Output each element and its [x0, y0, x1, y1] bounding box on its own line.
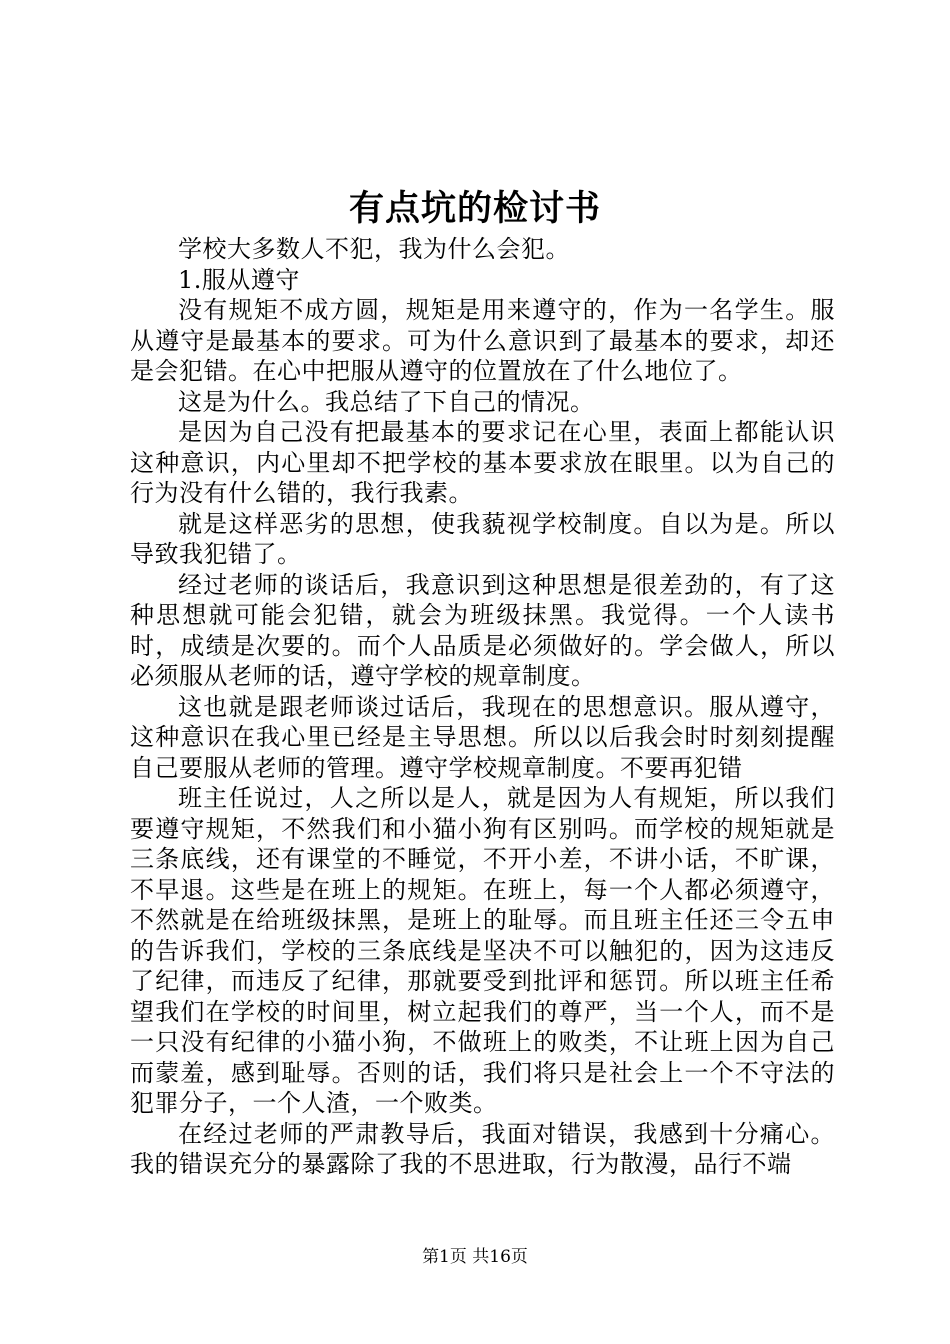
page-number-footer: 第1页 共16页: [422, 1247, 528, 1267]
paragraph: 这是为什么。我总结了下自己的情况。: [178, 387, 595, 416]
paragraph: 在经过老师的严肃教导后，我面对错误，我感到十分痛心。我的错误充分的暴露除了我的不思进取，行为散漫，品行不端: [130, 1119, 835, 1178]
section-heading: 1.服从遵守: [178, 265, 300, 294]
document-body: [130, 234, 835, 1180]
document-title: 有点坑的检讨书: [348, 188, 601, 229]
paragraph: 这也就是跟老师谈过话后，我现在的思想意识。服从遵守，这种意识在我心里已经是主导思想。所以以后我会时时刻刻提醒自己要服从老师的管理。遵守学校规章制度。不要再犯错: [130, 692, 835, 782]
paragraph: 是因为自己没有把最基本的要求记在心里，表面上都能认识这种意识，内心里却不把学校的基本要求放在眼里。以为自己的行为没有什么错的，我行我素。: [130, 418, 835, 507]
paragraph: 经过老师的谈话后，我意识到这种思想是很差劲的，有了这种思想就可能会犯错，就会为班级抹黑。我觉得。一个人读书时，成绩是次要的。而个人品质是必须做好的。学会做人，所以必须服从老师的话，遵守学校的规章制度。: [130, 570, 835, 690]
paragraph: 学校大多数人不犯，我为什么会犯。: [178, 235, 570, 263]
paragraph: 没有规矩不成方圆，规矩是用来遵守的，作为一名学生。服从遵守是最基本的要求。可为什么意识到了最基本的要求，却还是会犯错。在心中把服从遵守的位置放在了什么地位了。: [130, 296, 835, 385]
paragraph: 班主任说过，人之所以是人，就是因为人有规矩，所以我们要遵守规矩，不然我们和小猫小狗有区别吗。而学校的规矩就是三条底线，还有课堂的不睡觉，不开小差，不讲小话，不旷课，不早退。这些是在班上的规矩。在班上，每一个人都必须遵守，不然就是在给班级抹黑，是班上的耻辱。而且班主任还三令五申的告诉我们，学校的三条底线是坚决不可以触犯的，因为这违反了纪律，而违反了纪律，那就要受到批评和惩罚。所以班主任希望我们在学校的时间里，树立起我们的尊严，当一个人，而不是一只没有纪律的小猫小狗，不做班上的败类，不让班上因为自己而蒙羞，感到耻辱。否则的话，我们将只是社会上一个不守法的犯罪分子，一个人渣，一个败类。: [130, 784, 835, 1117]
paragraph: 就是这样恶劣的思想，使我藐视学校制度。自以为是。所以导致我犯错了。: [130, 509, 835, 568]
